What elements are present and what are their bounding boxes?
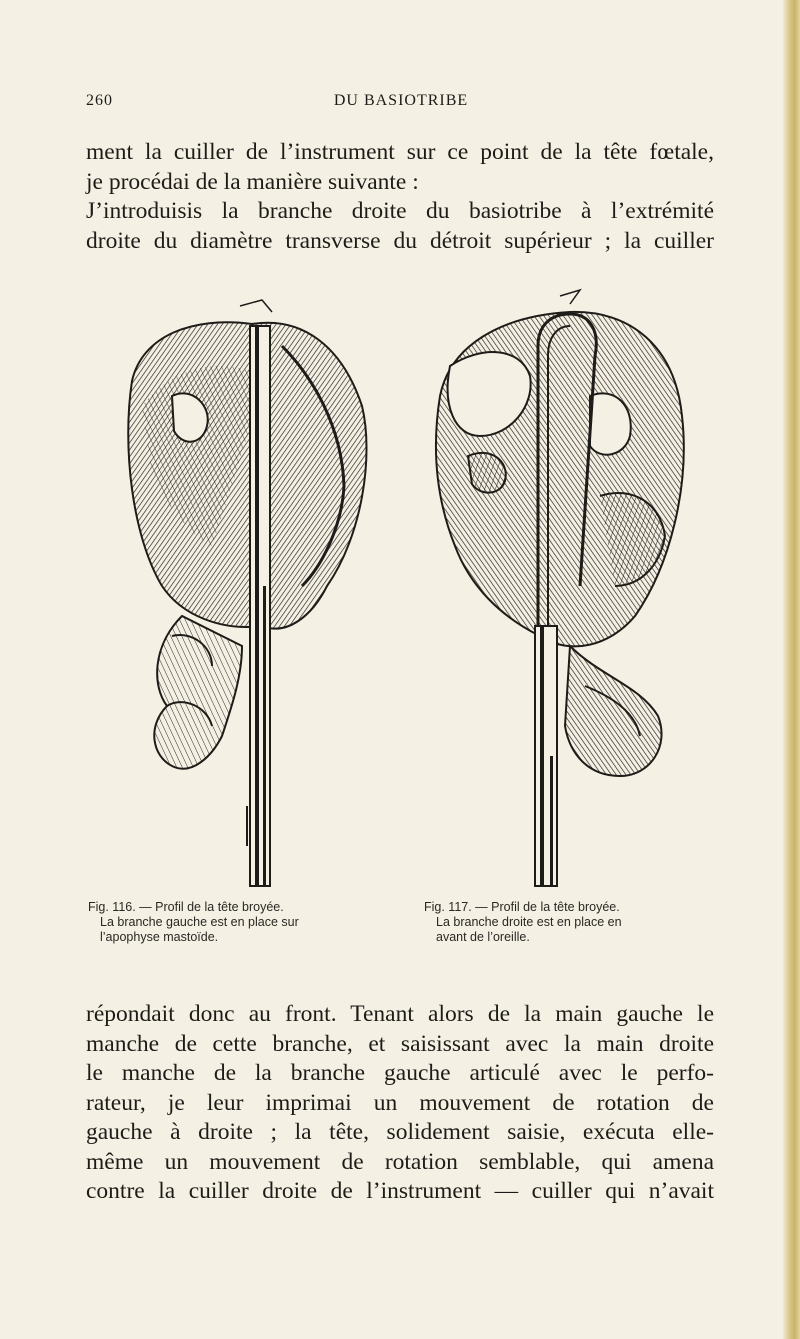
text-line: je procédai de la manière suivante : [86, 168, 419, 195]
text-line: répondait donc au front. Tenant alors de la main gauche le [86, 1001, 714, 1027]
caption-line: Fig. 116. — Profil de la tête broyée. [88, 900, 284, 914]
text-line: droite du diamètre transverse du détroit supérieur ; la cuiller [86, 227, 714, 254]
running-title: DU BASIOTRIBE [333, 92, 469, 109]
figure-117-illustration [420, 286, 700, 894]
caption-line: La branche droite est en place en [436, 915, 622, 929]
text-line: ment la cuiller de l’instrument sur ce point de la tête fœtale, [86, 139, 714, 165]
figure-116-caption [88, 900, 388, 945]
caption-line: La branche gauche est en place sur [100, 915, 299, 929]
figure-116-illustration [112, 286, 382, 894]
text-line: le manche de la branche gauche articulé avec le perfo- [86, 1060, 714, 1086]
crushed-head-right-profile-drawing [420, 286, 700, 894]
text-line: manche de cette branche, et saisissant avec la main droite [86, 1030, 714, 1057]
crushed-head-left-profile-drawing [112, 286, 382, 894]
bottom-paragraph [86, 1000, 714, 1207]
text-line: même un mouvement de rotation semblable, qui amena [86, 1148, 714, 1175]
caption-line: avant de l’oreille. [436, 930, 530, 944]
caption-line: Fig. 117. — Profil de la tête broyée. [424, 900, 620, 914]
text-line: contre la cuiller droite de l’instrument — cuiller qui n’avait [86, 1178, 714, 1204]
text-line: J’introduisis la branche droite du basiotribe à l’extrémité [86, 198, 714, 224]
text-line: rateur, je leur imprimai un mouvement de rotation de [86, 1089, 714, 1116]
figure-117-caption [424, 900, 734, 945]
page-header [86, 92, 716, 116]
page-number: 260 [86, 92, 113, 109]
top-paragraph [86, 138, 714, 256]
caption-line: l’apophyse mastoïde. [100, 930, 219, 944]
text-line: gauche à droite ; la tête, solidement saisie, exécuta elle- [86, 1119, 714, 1145]
page-edge [782, 0, 800, 1339]
